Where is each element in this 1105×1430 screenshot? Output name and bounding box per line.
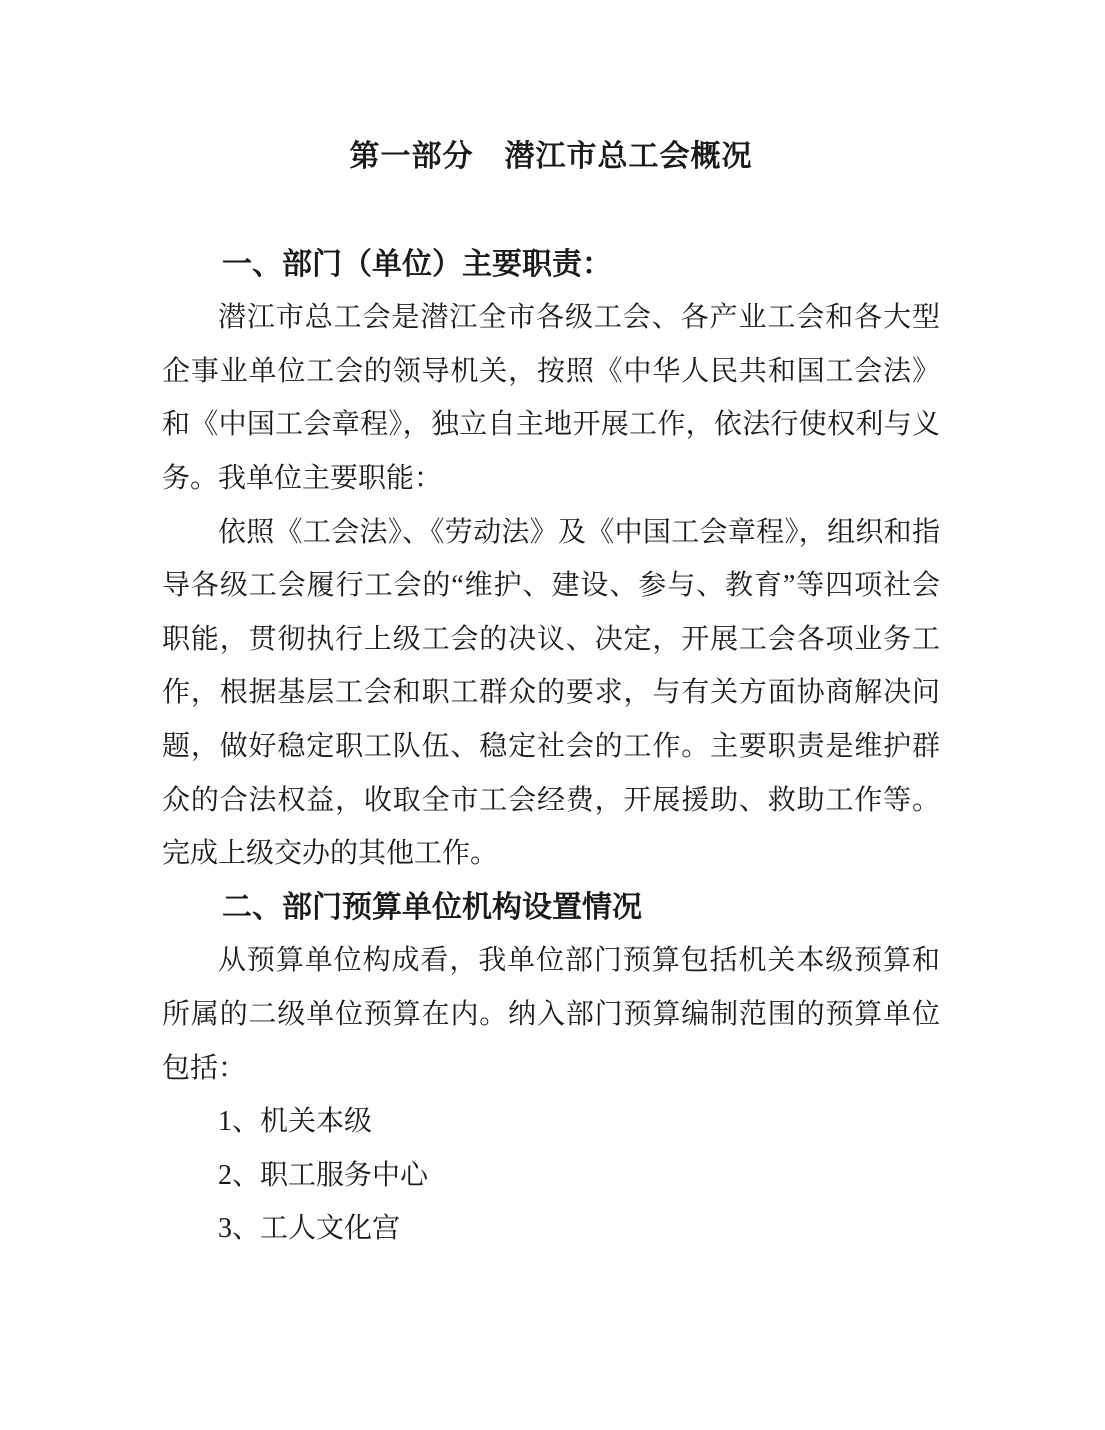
paragraph: 从预算单位构成看，我单位部门预算包括机关本级预算和所属的二级单位预算在内。纳入部门预算编制范围的预算单位包括： [162,945,940,1084]
list-item: 3、工人文化宫 [218,1213,401,1245]
section-heading: 二、部门预算单位机构设置情况 [222,890,642,924]
section-budget-structure [162,881,940,1256]
paragraph: 依照《工会法》、《劳动法》及《中国工会章程》，组织和指导各级工会履行工会的“维护、建设、参与、教育”等四项社会职能，贯彻执行上级工会的决议、决定，开展工会各项业务工作，根据基层工会和职工群众的要求，与有关方面协商解决问题，做好稳定职工队伍、稳定社会的工作。主要职责是维护群众的合法权益，收取全市工会经费，开展援助、救助工作等。完成上级交办的其他工作。 [162,516,940,870]
list-item: 1、机关本级 [218,1106,373,1138]
document-title: 第一部分 潜江市总工会概况 [349,140,753,173]
section-heading: 一、部门（单位）主要职责： [222,247,612,281]
section-main-duties [162,238,940,881]
paragraph: 潜江市总工会是潜江全市各级工会、各产业工会和各大型企事业单位工会的领导机关，按照《中华人民共和国工会法》和《中国工会章程》，独立自主地开展工作，依法行使权利与义务。我单位主要职能： [162,302,940,494]
budget-unit-list [162,1095,940,1256]
list-item: 2、职工服务中心 [218,1159,429,1191]
